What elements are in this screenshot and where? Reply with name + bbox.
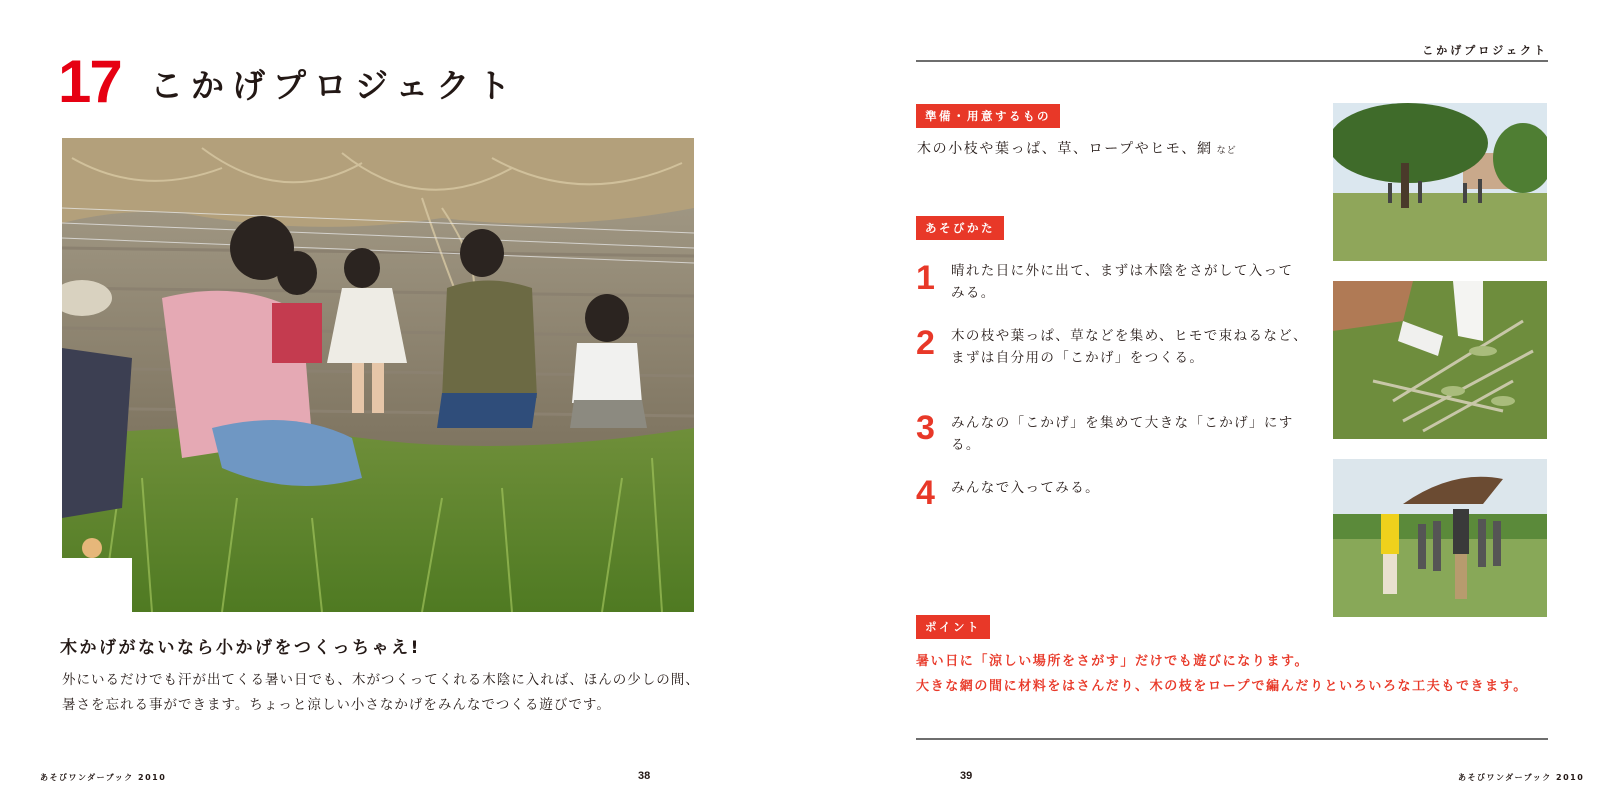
step-line: みる。 bbox=[951, 285, 996, 301]
point-line-2: 大きな網の間に材料をはさんだり、木の枝をロープで編んだりといろいろな工夫もできます。 bbox=[916, 679, 1528, 694]
intro-line-2: 暑さを忘れる事ができます。ちょっと涼しい小さなかげをみんなでつくる遊びです。 bbox=[62, 697, 611, 713]
step-text bbox=[951, 477, 1311, 499]
step-number: 4 bbox=[916, 474, 935, 512]
step-line: みんなで入ってみる。 bbox=[951, 480, 1100, 496]
running-head: こかげプロジェクト bbox=[1422, 44, 1548, 57]
step-number: 1 bbox=[916, 259, 935, 297]
photo-group-carrying-branches bbox=[1333, 459, 1547, 617]
howto-tag: あそびかた bbox=[916, 216, 1004, 240]
step-text bbox=[951, 325, 1311, 369]
step-text bbox=[951, 260, 1311, 304]
chapter-number: 17 bbox=[58, 48, 121, 115]
right-page bbox=[800, 0, 1600, 796]
step-2 bbox=[916, 325, 1316, 371]
step-line: 木の枝や葉っぱ、草などを集め、ヒモで束ねるなど、 bbox=[951, 328, 1309, 344]
bottom-rule bbox=[916, 738, 1548, 740]
point-line-1: 暑い日に「涼しい場所をさがす」だけでも遊びになります。 bbox=[916, 654, 1310, 669]
step-text bbox=[951, 412, 1311, 456]
top-rule bbox=[916, 60, 1548, 62]
step-line: 晴れた日に外に出て、まずは木陰をさがして入って bbox=[951, 263, 1294, 279]
materials-list: 木の小枝や葉っぱ、草、ロープやヒモ、網 bbox=[917, 141, 1213, 157]
page-number-left: 38 bbox=[638, 770, 651, 782]
step-line: まずは自分用の「こかげ」をつくる。 bbox=[951, 350, 1205, 366]
step-1 bbox=[916, 260, 1316, 306]
photo-park-tree bbox=[1333, 103, 1547, 261]
intro-line-1: 外にいるだけでも汗が出てくる暑い日でも、木がつくってくれる木陰に入れば、ほんの少しの間、 bbox=[62, 672, 700, 688]
intro-paragraph bbox=[62, 668, 722, 718]
materials-text bbox=[917, 138, 1237, 162]
footer-book-title-left: あそびワンダーブック 2010 bbox=[40, 773, 167, 782]
step-line: みんなの「こかげ」を集めて大きな「こかげ」にする。 bbox=[951, 415, 1294, 453]
step-number: 3 bbox=[916, 409, 935, 447]
photo-hands-bundling-branches bbox=[1333, 281, 1547, 439]
main-photo-children-under-shade bbox=[62, 138, 694, 612]
point-tag: ポイント bbox=[916, 615, 990, 639]
step-4 bbox=[916, 475, 1316, 515]
step-3 bbox=[916, 409, 1316, 453]
materials-tag: 準備・用意するもの bbox=[916, 104, 1060, 128]
footer-book-title-right: あそびワンダーブック 2010 bbox=[1458, 773, 1585, 782]
step-number: 2 bbox=[916, 324, 935, 362]
page-number-right: 39 bbox=[960, 770, 973, 782]
materials-suffix: など bbox=[1216, 146, 1237, 156]
chapter-title: こかげプロジェクト bbox=[150, 66, 519, 105]
lead-heading: 木かげがないなら小かげをつくっちゃえ! bbox=[60, 638, 421, 658]
